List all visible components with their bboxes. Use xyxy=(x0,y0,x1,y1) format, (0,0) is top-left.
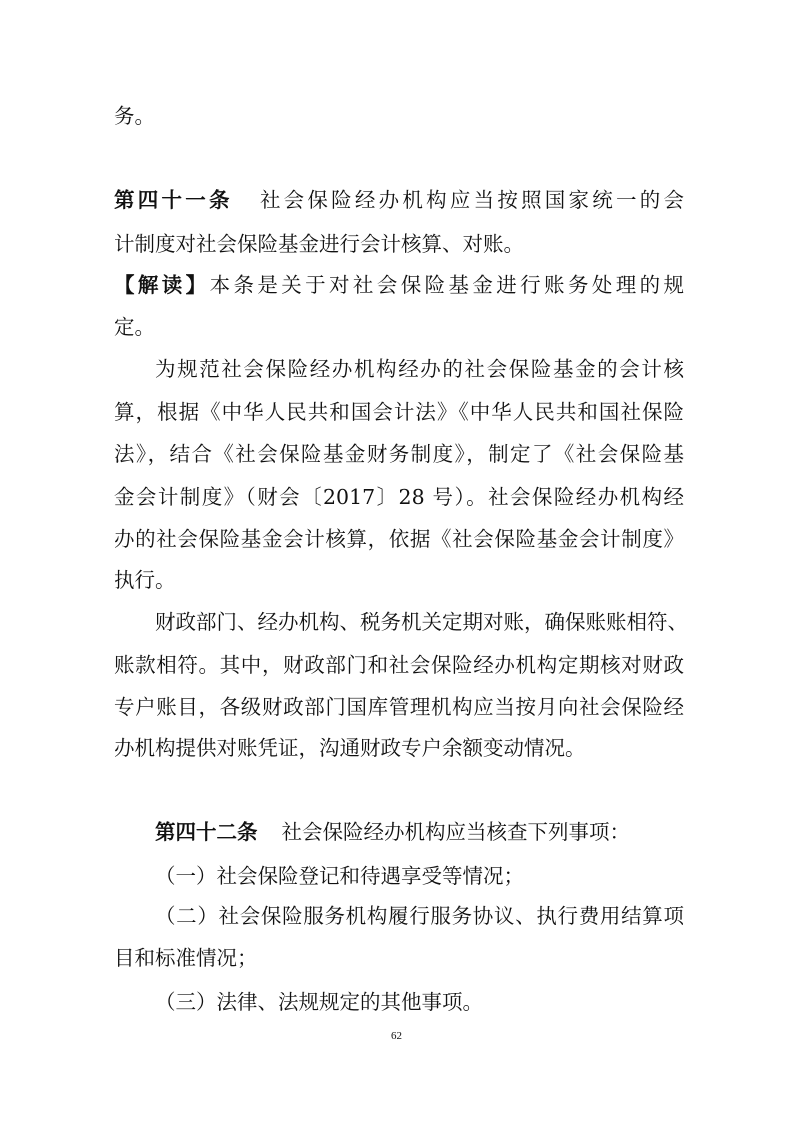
article-41-text: 社会保险经办机构应当按照国家统一的会 xyxy=(256,188,685,212)
list-item-3: （三）法律、法规规定的其他事项。 xyxy=(155,990,483,1014)
list-item-2-line-1: （二）社会保险服务机构履行服务协议、执行费用结算项 xyxy=(155,904,684,928)
paragraph-1-line-1: 为规范社会保险经办机构经办的社会保险基金的会计核 xyxy=(155,357,684,381)
paragraph-1-line-2: 算，根据《中华人民共和国会计法》《中华人民共和国社保险 xyxy=(114,400,684,424)
interpretation-line-2: 定。 xyxy=(114,315,155,339)
paragraph-2-line-3: 专户账目，各级财政部门国库管理机构应当按月向社会保险经 xyxy=(114,695,684,719)
interpretation-text: 本条是关于对社会保险基金进行账务处理的规 xyxy=(209,273,685,297)
interpretation-line-1 xyxy=(114,271,684,299)
list-item-2-line-2: 目和标准情况； xyxy=(114,946,258,970)
article-41-line-2: 计制度对社会保险基金进行会计核算、对账。 xyxy=(114,232,524,256)
paragraph-2-line-2: 账款相符。其中，财政部门和社会保险经办机构定期核对财政 xyxy=(114,653,684,677)
paragraph-2-line-4: 办机构提供对账凭证，沟通财政专户余额变动情况。 xyxy=(114,736,586,760)
article-41-line-1 xyxy=(114,186,684,214)
interpretation-label: 【解读】 xyxy=(114,273,210,297)
page-number: 62 xyxy=(391,1030,402,1042)
article-41-title: 第四十一条 xyxy=(114,188,233,212)
paragraph-1-line-6: 执行。 xyxy=(114,568,176,592)
list-item-1: （一）社会保险登记和待遇享受等情况； xyxy=(155,864,524,888)
paragraph-1-line-4: 金会计制度》（财会〔2017〕28 号）。社会保险经办机构经 xyxy=(114,485,684,509)
paragraph-1-line-5: 办的社会保险基金会计核算，依据《社会保险基金会计制度》 xyxy=(114,527,684,551)
article-42-line-1 xyxy=(155,818,684,846)
paragraph-2-line-1: 财政部门、经办机构、税务机关定期对账，确保账账相符、 xyxy=(155,610,688,634)
paragraph-1-line-3: 法》，结合《社会保险基金财务制度》，制定了《社会保险基 xyxy=(114,442,684,466)
article-42-text: 社会保险经办机构应当核查下列事项： xyxy=(281,820,630,844)
text-line: 务。 xyxy=(114,104,155,128)
article-42-title: 第四十二条 xyxy=(155,820,258,844)
